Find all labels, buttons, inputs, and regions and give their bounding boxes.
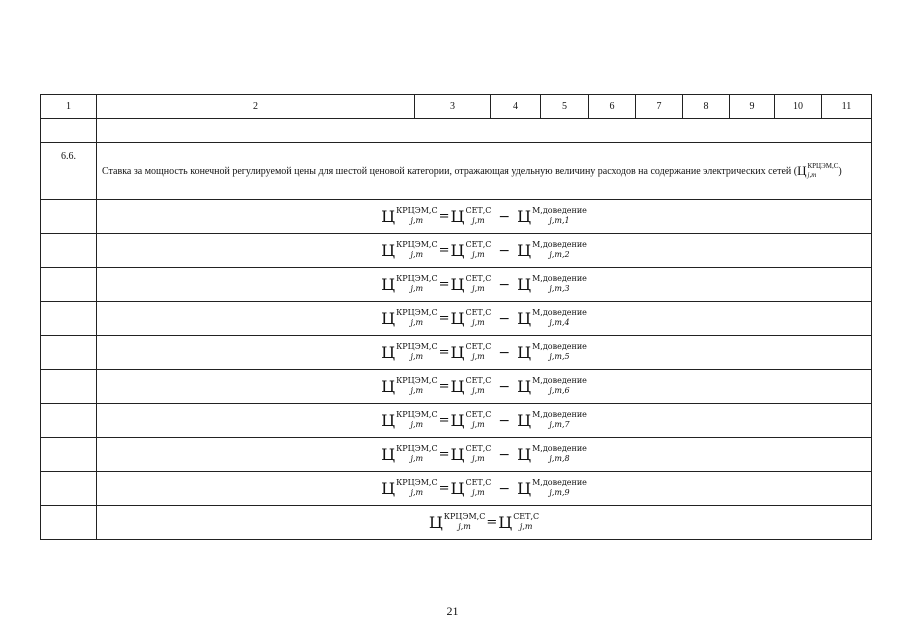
formula-cell <box>97 200 872 234</box>
section-description-text: Ставка за мощность конечной регулируемой цены для шестой ценовой категории, отражающая удельную величину расходов на содержание электрических сетей ( <box>102 165 798 177</box>
equals-sign: = <box>438 242 450 258</box>
formula-row <box>41 302 872 336</box>
formula <box>381 341 587 362</box>
formula-term-network-base: Ц <box>450 274 465 294</box>
formula-lhs-sub: j,m <box>410 249 424 259</box>
tariff-table <box>40 94 872 540</box>
formula-lhs-base: Ц <box>381 240 396 260</box>
formula-lhs <box>381 443 438 464</box>
formula-term-network <box>450 341 492 362</box>
formula-term-network-base: Ц <box>450 410 465 430</box>
header-col-3: 3 <box>415 95 491 119</box>
formula-lhs-sup: КРЦЭМ,С <box>396 375 438 385</box>
header-col-11: 11 <box>822 95 872 119</box>
formula <box>381 239 587 260</box>
minus-sign: − <box>498 208 511 225</box>
formula-lhs-base: Ц <box>381 308 396 328</box>
formula <box>381 443 587 464</box>
formula-term-adjustment-base: Ц <box>517 376 532 396</box>
formula-term-adjustment-base: Ц <box>517 206 532 226</box>
minus-sign: − <box>498 310 511 327</box>
formula-term-network-sup: СЕТ,С <box>465 477 492 487</box>
formula-lhs-base: Ц <box>381 206 396 226</box>
formula-term-network-sub: j,m <box>472 283 485 293</box>
formula-cell <box>97 336 872 370</box>
formula-lhs <box>381 205 438 226</box>
formula-term-adjustment-sup: М,доведение <box>532 239 587 249</box>
minus-sign: − <box>498 276 511 293</box>
equals-sign: = <box>438 412 450 428</box>
empty-cell <box>41 200 97 234</box>
formula-term-adjustment <box>517 239 587 260</box>
formula-lhs-base: Ц <box>381 376 396 396</box>
formula-lhs-base: Ц <box>381 478 396 498</box>
minus-sign: − <box>498 480 511 497</box>
formula-lhs-sub: j,m <box>410 351 424 361</box>
formula-term-network-base: Ц <box>450 240 465 260</box>
formula-cell <box>97 370 872 404</box>
formula-row <box>41 336 872 370</box>
minus-sign: − <box>498 242 511 259</box>
formula-lhs <box>381 409 438 430</box>
formula-lhs-sup: КРЦЭМ,С <box>396 477 438 487</box>
formula-term-network-sup: СЕТ,С <box>513 511 540 521</box>
formula-term-network <box>450 409 492 430</box>
formula-term-adjustment-sub: j,m,2 <box>549 249 570 259</box>
formula-term-adjustment-base: Ц <box>517 308 532 328</box>
formula-term-network-sub: j,m <box>472 317 485 327</box>
equals-sign: = <box>438 446 450 462</box>
formula-lhs-sup: КРЦЭМ,С <box>396 341 438 351</box>
formula <box>381 477 587 498</box>
equals-sign: = <box>438 310 450 326</box>
page-number: 21 <box>446 604 459 618</box>
formula-lhs-base: Ц <box>381 274 396 294</box>
formula <box>381 307 587 328</box>
formula-term-adjustment-sub: j,m,6 <box>549 385 570 395</box>
formula-row <box>41 200 872 234</box>
formula-term-adjustment-base: Ц <box>517 478 532 498</box>
formula-term-network-sup: СЕТ,С <box>465 375 492 385</box>
formula-term-network-sub: j,m <box>472 453 485 463</box>
formula-cell <box>97 506 872 540</box>
formula-term-network-sup: СЕТ,С <box>465 273 492 283</box>
formula-term-network-base: Ц <box>450 308 465 328</box>
formula-term-network-base: Ц <box>450 376 465 396</box>
empty-cell <box>41 472 97 506</box>
formula-lhs-base: Ц <box>381 410 396 430</box>
formula-cell <box>97 234 872 268</box>
formula-lhs-sup: КРЦЭМ,С <box>396 443 438 453</box>
formula-term-adjustment-sup: М,доведение <box>532 409 587 419</box>
formula <box>381 409 587 430</box>
section-description-cell <box>97 143 872 200</box>
formula-lhs <box>381 341 438 362</box>
formula-term-network <box>450 239 492 260</box>
formula-term-adjustment <box>517 205 587 226</box>
formula-term-network-sup: СЕТ,С <box>465 239 492 249</box>
formula-lhs-sub: j,m <box>410 419 424 429</box>
formula-term-adjustment-sup: М,доведение <box>532 307 587 317</box>
empty-cell <box>41 302 97 336</box>
formula-term-network <box>450 273 492 294</box>
formula-term-network-base: Ц <box>450 478 465 498</box>
formula-lhs-sup: КРЦЭМ,С <box>396 409 438 419</box>
formula-term-adjustment-sup: М,доведение <box>532 341 587 351</box>
formula-term-adjustment-sup: М,доведение <box>532 205 587 215</box>
minus-sign: − <box>498 446 511 463</box>
formula-term-adjustment <box>517 409 587 430</box>
header-col-6: 6 <box>589 95 636 119</box>
formula-term-network-base: Ц <box>450 206 465 226</box>
formula-row <box>41 234 872 268</box>
formula-cell <box>97 404 872 438</box>
empty-cell <box>41 506 97 540</box>
formula-row <box>41 506 872 540</box>
formula-row <box>41 370 872 404</box>
formula-term-network-sub: j,m <box>472 385 485 395</box>
formula-term-adjustment-sup: М,доведение <box>532 477 587 487</box>
header-col-10: 10 <box>775 95 822 119</box>
formula-lhs <box>381 273 438 294</box>
formula-lhs-sub: j,m <box>410 215 424 225</box>
formula-term-network <box>450 375 492 396</box>
formula-term-network-base: Ц <box>498 512 513 532</box>
symbol-sub: j,m <box>807 171 817 179</box>
formula-lhs <box>381 307 438 328</box>
section-description-close: ) <box>838 165 842 177</box>
formula-row <box>41 438 872 472</box>
formula-lhs-sub: j,m <box>410 283 424 293</box>
formula-term-adjustment-sup: М,доведение <box>532 443 587 453</box>
empty-cell <box>41 234 97 268</box>
formula-term-network-sup: СЕТ,С <box>465 205 492 215</box>
formula-term-adjustment-sub: j,m,9 <box>549 487 570 497</box>
formula-term-network <box>450 443 492 464</box>
formula-lhs-sub: j,m <box>410 385 424 395</box>
formula-term-network-sub: j,m <box>472 249 485 259</box>
formula-lhs-sub: j,m <box>410 317 424 327</box>
formula-term-network-sup: СЕТ,С <box>465 307 492 317</box>
formula-term-adjustment-sup: М,доведение <box>532 375 587 385</box>
formula-term-network-sub: j,m <box>472 351 485 361</box>
equals-sign: = <box>486 514 498 530</box>
formula-lhs-base: Ц <box>381 342 396 362</box>
header-col-2: 2 <box>97 95 415 119</box>
formula-term-network-sub: j,m <box>472 215 485 225</box>
empty-cell <box>97 119 872 143</box>
formula-term-adjustment-base: Ц <box>517 274 532 294</box>
equals-sign: = <box>438 344 450 360</box>
formula-term-adjustment-base: Ц <box>517 444 532 464</box>
formula-cell <box>97 472 872 506</box>
formula-lhs-sup: КРЦЭМ,С <box>396 273 438 283</box>
empty-cell <box>41 119 97 143</box>
formula-term-adjustment-sub: j,m,7 <box>549 419 570 429</box>
header-col-8: 8 <box>683 95 730 119</box>
formula-lhs-sup: КРЦЭМ,С <box>443 511 486 521</box>
empty-cell <box>41 336 97 370</box>
empty-cell <box>41 370 97 404</box>
formula-term-network-sub: j,m <box>472 419 485 429</box>
formula-term-network-sup: СЕТ,С <box>465 341 492 351</box>
equals-sign: = <box>438 480 450 496</box>
formula-lhs-base: Ц <box>428 512 443 532</box>
formula-term-adjustment <box>517 341 587 362</box>
symbol-base: Ц <box>797 163 807 178</box>
header-col-9: 9 <box>730 95 775 119</box>
formula-lhs-sup: КРЦЭМ,С <box>396 307 438 317</box>
formula-term-adjustment <box>517 375 587 396</box>
formula-cell <box>97 268 872 302</box>
minus-sign: − <box>498 344 511 361</box>
section-row <box>41 143 872 200</box>
header-col-7: 7 <box>636 95 683 119</box>
formula-term-adjustment <box>517 307 587 328</box>
formula-term-network-sup: СЕТ,С <box>465 409 492 419</box>
formula-term-adjustment-base: Ц <box>517 342 532 362</box>
formula-lhs-base: Ц <box>381 444 396 464</box>
empty-cell <box>41 404 97 438</box>
formula <box>428 511 540 532</box>
formula-term-adjustment-sup: М,доведение <box>532 273 587 283</box>
formula-term-adjustment-sub: j,m,4 <box>549 317 570 327</box>
formula-term-network <box>450 477 492 498</box>
formula-cell <box>97 438 872 472</box>
formula-row <box>41 268 872 302</box>
formula-term-adjustment-sub: j,m,1 <box>549 215 570 225</box>
formula-lhs-sub: j,m <box>458 521 471 531</box>
formula-lhs <box>381 239 438 260</box>
formula-term-adjustment-sub: j,m,5 <box>549 351 570 361</box>
formula-term-network-base: Ц <box>450 342 465 362</box>
equals-sign: = <box>438 276 450 292</box>
formula-lhs <box>428 511 486 532</box>
formula <box>381 273 587 294</box>
formula-term-adjustment <box>517 477 587 498</box>
header-col-1: 1 <box>41 95 97 119</box>
equals-sign: = <box>438 208 450 224</box>
formula-lhs-sup: КРЦЭМ,С <box>396 239 438 249</box>
header-col-4: 4 <box>491 95 541 119</box>
symbol-sup: КРЦЭМ,С <box>807 162 839 170</box>
section-symbol <box>797 164 838 179</box>
formula-term-adjustment <box>517 443 587 464</box>
empty-cell <box>41 438 97 472</box>
formula-lhs-sup: КРЦЭМ,С <box>396 205 438 215</box>
formula-term-adjustment-sub: j,m,3 <box>549 283 570 293</box>
header-row <box>41 95 872 119</box>
empty-cell <box>41 268 97 302</box>
formula-term-adjustment <box>517 273 587 294</box>
formula-term-adjustment-sub: j,m,8 <box>549 453 570 463</box>
formula-term-network-sup: СЕТ,С <box>465 443 492 453</box>
formula-term-adjustment-base: Ц <box>517 410 532 430</box>
minus-sign: − <box>498 378 511 395</box>
header-col-5: 5 <box>541 95 589 119</box>
formula-lhs-sub: j,m <box>410 487 424 497</box>
formula <box>381 205 587 226</box>
equals-sign: = <box>438 378 450 394</box>
section-description <box>97 159 871 183</box>
formula-term-network-base: Ц <box>450 444 465 464</box>
formula-term-network <box>498 511 540 532</box>
empty-row <box>41 119 872 143</box>
formula-row <box>41 472 872 506</box>
formula-row <box>41 404 872 438</box>
formula-term-network <box>450 205 492 226</box>
formula-lhs <box>381 477 438 498</box>
formula-cell <box>97 302 872 336</box>
formula-lhs <box>381 375 438 396</box>
formula-term-network-sub: j,m <box>472 487 485 497</box>
formula <box>381 375 587 396</box>
formula-term-network-sub: j,m <box>519 521 533 531</box>
minus-sign: − <box>498 412 511 429</box>
formula-term-adjustment-base: Ц <box>517 240 532 260</box>
formula-term-network <box>450 307 492 328</box>
section-number: 6.6. <box>41 143 97 200</box>
formula-lhs-sub: j,m <box>410 453 424 463</box>
